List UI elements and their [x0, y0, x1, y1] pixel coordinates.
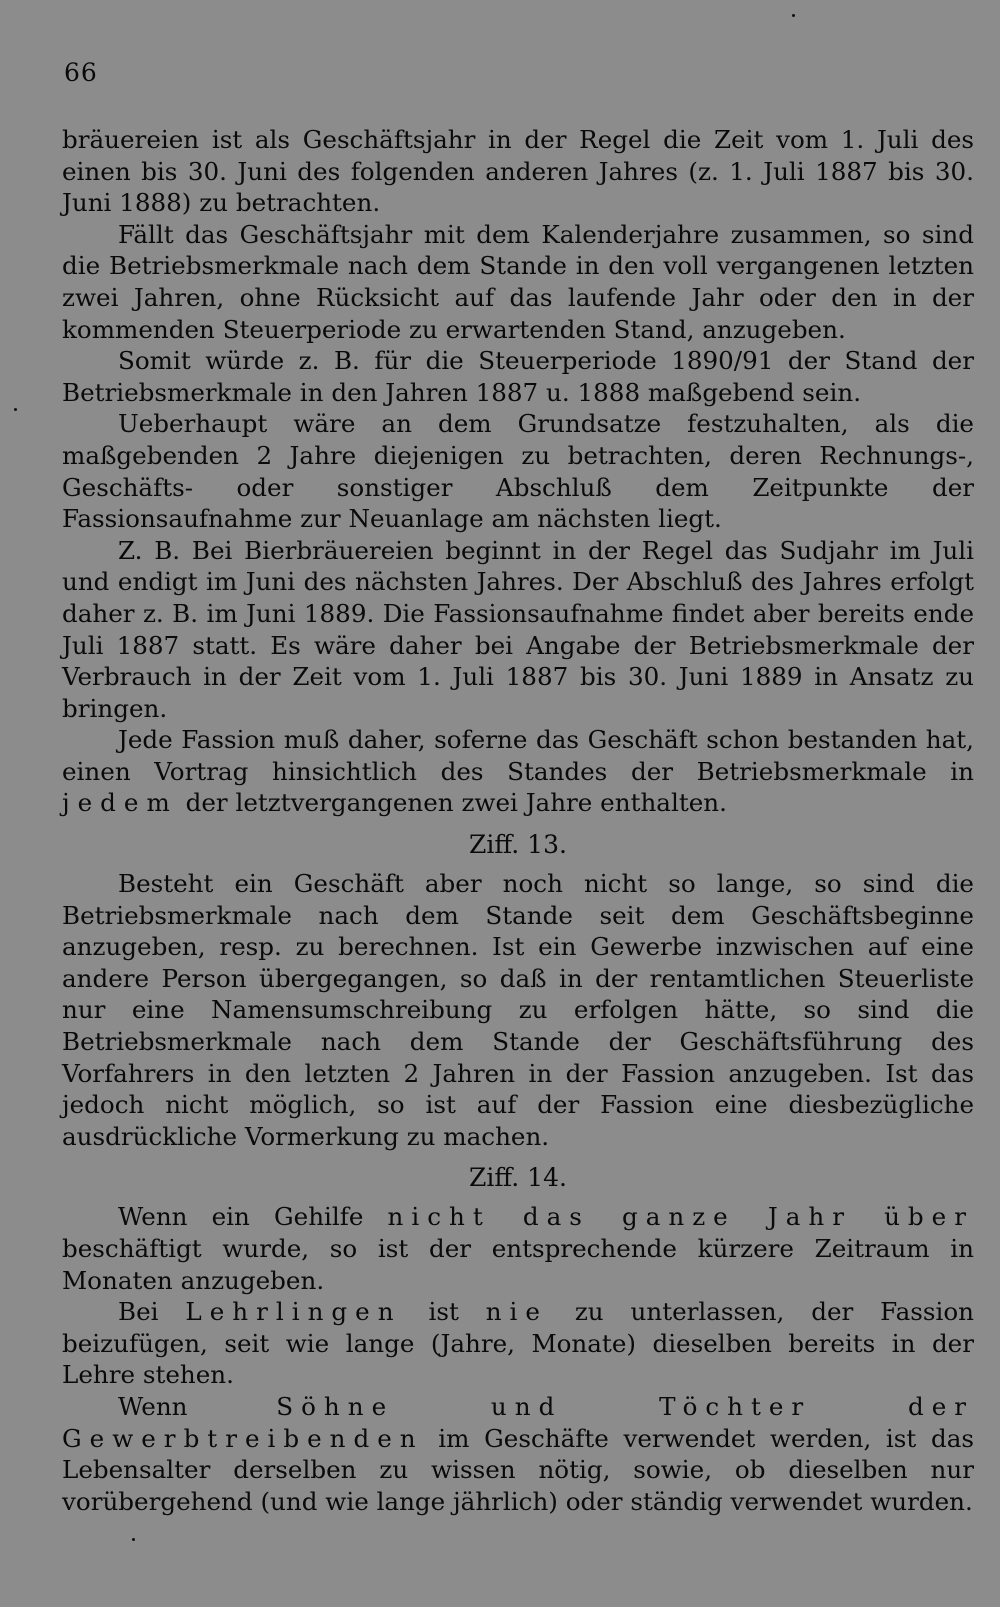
scan-speck [792, 14, 795, 17]
text-run: zu unterlassen, der Fassion beizufügen, seit wie lange (Jahre, Monate) dieselben bereits in der Lehre stehen. [62, 1297, 974, 1390]
body-text [62, 124, 974, 1517]
emphasis-text: nie [485, 1297, 548, 1327]
paragraph-fassion-requirement [62, 724, 974, 819]
paragraph-example-period: Somit würde z. B. für die Steuerperiode 1890/91 der Stand der Betriebsmerkmale in den Jahren 1887 u. 1888 maßgebend sein. [62, 346, 974, 407]
paragraph-principle: Ueberhaupt wäre an dem Grundsatze festzuhalten, als die maßgebenden 2 Jahre diejenigen zu betrachten, deren Rechnungs-, Geschäfts- oder sonstiger Abschluß dem Zeitpunkte der Fassionsaufnahme zur Neuanlage am nächsten liegt. [62, 409, 974, 534]
emphasis-text: jedem [62, 788, 178, 818]
emphasis-text: Lehrlingen [185, 1297, 402, 1327]
section-heading-13: Ziff. 13. [469, 830, 567, 860]
paragraph-gehilfe [62, 1201, 974, 1296]
paragraph-lehrlinge [62, 1296, 974, 1391]
text-run: Bei [118, 1297, 186, 1327]
paragraph-fiscal-year: Fällt das Geschäftsjahr mit dem Kalenderjahre zusammen, so sind die Betriebsmerkmale nach dem Stande in den voll vergangenen letzten zwei Jahren, ohne Rücksicht auf das laufende Jahr oder den in der kommenden Steuerperiode zu erwartenden Stand, anzugeben. [62, 219, 974, 344]
section-heading-14: Ziff. 14. [469, 1163, 567, 1193]
text-run: ist [401, 1297, 486, 1327]
paragraph-section-13: Besteht ein Geschäft aber noch nicht so lange, so sind die Betriebsmerkmale nach dem Stande seit dem Geschäftsbeginne anzugeben, resp. zu berechnen. Ist ein Gewerbe inzwischen auf eine andere Person übergegangen, so daß in der rentamtlichen Steuerliste nur eine Namensumschreibung zu erfolgen hätte, so sind die Betriebsmerkmale nach dem Stande der Geschäftsführung des Vorfahrers in den letzten 2 Jahren in der Fassion anzugeben. Ist das jedoch nicht möglich, so ist auf der Fassion eine diesbezügliche ausdrückliche Vormerkung zu machen. [62, 869, 974, 1151]
emphasis-text: nicht das ganze Jahr über [387, 1202, 974, 1232]
text-run: beschäftigt wurde, so ist der entsprechende kürzere Zeitraum in Monaten anzugeben. [62, 1234, 974, 1295]
paragraph-continuation: bräuereien ist als Geschäftsjahr in der Regel die Zeit vom 1. Juli des einen bis 30. Juni des folgenden anderen Jahres (z. 1. Juli 1887 bis 30. Juni 1888) zu betrachten. [62, 125, 974, 218]
paragraph-brewery-example: Z. B. Bei Bierbräuereien beginnt in der Regel das Sudjahr im Juli und endigt im Juni des nächsten Jahres. Der Abschluß des Jahres erfolgt daher z. B. im Juni 1889. Die Fassionsaufnahme findet aber bereits ende Juli 1887 statt. Es wäre daher bei Angabe der Betriebsmerkmale der Verbrauch in der Zeit vom 1. Juli 1887 bis 30. Juni 1889 in Ansatz zu bringen. [62, 535, 974, 723]
text-run: Wenn [118, 1391, 277, 1421]
scan-speck [132, 1538, 135, 1541]
text-run: Wenn ein Gehilfe [118, 1202, 388, 1232]
page-number: 66 [64, 58, 98, 87]
paragraph-soehne-toechter [62, 1391, 974, 1517]
scan-speck [14, 408, 17, 411]
emphasis-text: Söhne und Töchter der Gewerbtreibenden [62, 1391, 975, 1453]
text-run: im Geschäfte verwendet werden, ist das Lebensalter derselben zu wissen nötig, sowie, ob dieselben nur vorübergehend (und wie lange jährlich) oder ständig verwendet wurden. [62, 1423, 974, 1516]
text-run: der letztvergangenen zwei Jahre enthalten. [177, 788, 727, 818]
text-run: Jede Fassion muß daher, soferne das Geschäft schon bestanden hat, einen Vortrag hinsichtlich des Standes der Betriebsmerkmale in [62, 725, 974, 786]
